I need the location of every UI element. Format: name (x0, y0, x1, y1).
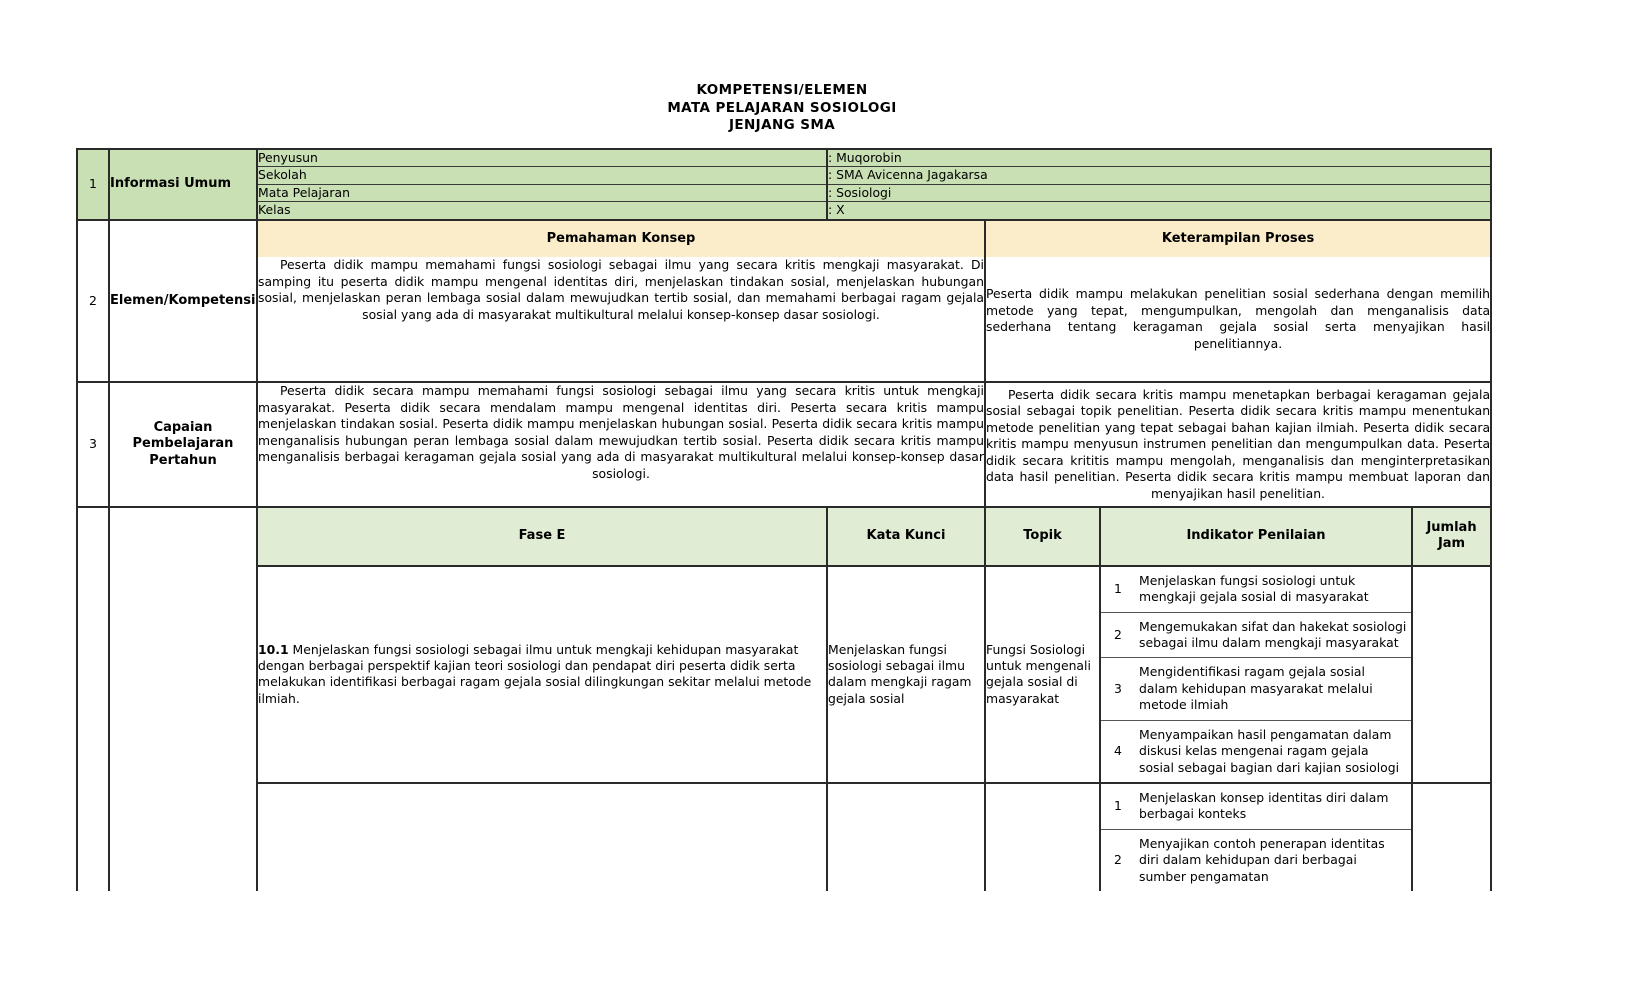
title-line-3: JENJANG SMA (728, 117, 836, 133)
indikator-item (1101, 567, 1411, 612)
indikator-number: 2 (1101, 612, 1135, 658)
jumlah-jam-10-1 (1412, 566, 1491, 783)
indikator-number: 2 (1114, 852, 1122, 868)
fase-number-spacer (77, 507, 109, 891)
column-header-indikator-penilaian: Indikator Penilaian (1100, 507, 1412, 566)
title-line-1: KOMPETENSI/ELEMEN (696, 82, 868, 98)
info-key-sekolah: Sekolah (257, 167, 827, 184)
indikator-list-continuation (1100, 783, 1412, 891)
indikator-list-10-1 (1100, 566, 1412, 783)
indikator-number: 1 (1101, 784, 1135, 829)
table-row-informasi-kelas (77, 202, 1491, 220)
title-line-2: MATA PELAJARAN SOSIOLOGI (667, 99, 897, 116)
jumlah-jam-continuation (1412, 783, 1491, 891)
info-value-sekolah: : SMA Avicenna Jagakarsa (827, 167, 1491, 184)
table-row-capaian-pembelajaran (77, 382, 1491, 507)
indikator-number: 1 (1101, 567, 1135, 612)
indikator-text: Menyajikan contoh penerapan identitas diri dalam kehidupan dari berbagai sumber pengamatan (1139, 835, 1385, 884)
indikator-item (1101, 829, 1411, 891)
elemen-pemahaman-konsep-text: Peserta didik mampu memahami fungsi sosiologi sebagai ilmu yang secara kritis mengkaji masyarakat. Di samping itu peserta didik mampu mengenal identitas diri, menjelaskan tindakan sosial, menjelaskan hubungan sosial, menjelaskan peran lembaga sosial dalam mewujudkan tertib sosial, dan memahami berbagai ragam gejala sosial yang ada di masyarakat multikultural melalui konsep-konsep dasar sosiologi. (257, 257, 985, 382)
kompetensi-table (76, 148, 1492, 891)
indikator-item (1101, 658, 1411, 720)
row-label-informasi-umum: Informasi Umum (109, 149, 257, 220)
info-value-kelas: : X (827, 202, 1491, 220)
fase-label-spacer (109, 507, 257, 891)
capaian-label-text: Capaian Pembelajaran Pertahun (132, 419, 234, 468)
indikator-item (1101, 720, 1411, 782)
indikator-item (1101, 784, 1411, 829)
column-header-keterampilan-proses: Keterampilan Proses (985, 220, 1491, 257)
column-header-jumlah-jam (1412, 507, 1491, 566)
info-key-kelas: Kelas (257, 202, 827, 220)
row-number-1: 1 (77, 149, 109, 220)
info-key-mata-pelajaran: Mata Pelajaran (257, 184, 827, 201)
info-value-mata-pelajaran: : Sosiologi (827, 184, 1491, 201)
indikator-text: Menjelaskan konsep identitas diri dalam berbagai konteks (1135, 784, 1411, 829)
table-row-informasi-umum (77, 149, 1491, 167)
table-row-elemen-header (77, 220, 1491, 257)
indikator-number: 3 (1101, 658, 1135, 720)
table-row-fase-continuation (77, 783, 1491, 891)
indikator-text: Mengemukakan sifat dan hakekat sosiologi sebagai ilmu dalam mengkaji masyarakat (1135, 612, 1411, 658)
row-number-3: 3 (77, 382, 109, 507)
fase-description-continuation (257, 783, 827, 891)
indikator-text: Menjelaskan fungsi sosiologi untuk mengkaji gejala sosial di masyarakat (1135, 567, 1411, 612)
kata-kunci-continuation (827, 783, 985, 891)
table-row-informasi-sekolah (77, 167, 1491, 184)
row-number-2: 2 (77, 220, 109, 382)
column-header-pemahaman-konsep: Pemahaman Konsep (257, 220, 985, 257)
jumlah-jam-line2: Jam (1437, 536, 1466, 552)
capaian-pemahaman-konsep-text: Peserta didik secara mampu memahami fungsi sosiologi sebagai ilmu yang secara kritis untuk mengkaji masyarakat. Peserta didik secara mendalam mampu mengenal identitas diri. Peserta secara kritis mampu menjelaskan tindakan sosial. Peserta didik mampu menjelaskan hubungan sosial. Peserta didik secara kritis mampu menganalisis hubungan peran lembaga sosial dalam mewujudkan tertib sosial. Peserta didik secara kritis mampu menganalisis berbagai keragaman gejala sosial yang ada di masyarakat multikultural melalui konsep-konsep dasar sosiologi. (257, 382, 985, 507)
indikator-text: Menyampaikan hasil pengamatan dalam diskusi kelas mengenai ragam gejala sosial sebagai bagian dari kajian sosiologi (1139, 726, 1400, 775)
table-row-fase-10-1 (77, 566, 1491, 783)
fase-text-10-1: Menjelaskan fungsi sosiologi sebagai ilmu untuk mengkaji kehidupan masyarakat dengan berbagai perspektif kajian teori sosiologi dan pendapat diri peserta didik serta melakukan identifikasi berbagai ragam gejala sosial dilingkungan sekitar melalui metode ilmiah. (258, 641, 812, 706)
capaian-keterampilan-proses-text: Peserta didik secara kritis mampu menetapkan berbagai keragaman gejala sosial sebagai topik penelitian. Peserta didik secara kritis mampu menentukan metode penelitian yang tepat sebagai bahan kajian ilmiah. Peserta didik secara kritis mampu menyusun instrumen penelitian dan mengumpulkan data. Peserta didik secara krititis mampu mengolah, menganalisis dan menginterpretasikan data hasil penelitian. Peserta didik secara kritis mampu membuat laporan dan menyajikan hasil penelitian. (985, 382, 1491, 507)
indikator-number: 4 (1114, 743, 1122, 759)
row-label-capaian-pembelajaran (109, 382, 257, 507)
table-row-informasi-mapel (77, 184, 1491, 201)
jumlah-jam-line1: Jumlah (1426, 520, 1477, 536)
table-row-elemen-body (77, 257, 1491, 382)
indikator-subtable-10-1 (1101, 567, 1411, 782)
page-title (0, 82, 1564, 135)
indikator-subtable-continuation (1101, 784, 1411, 891)
column-header-fase-e: Fase E (257, 507, 827, 566)
indikator-item (1101, 612, 1411, 658)
table-row-fase-header (77, 507, 1491, 566)
kata-kunci-10-1: Menjelaskan fungsi sosiologi sebagai ilmu dalam mengkaji ragam gejala sosial (827, 566, 985, 783)
column-header-topik: Topik (985, 507, 1100, 566)
column-header-kata-kunci: Kata Kunci (827, 507, 985, 566)
fase-description-10-1 (257, 566, 827, 783)
topik-continuation (985, 783, 1100, 891)
topik-10-1: Fungsi Sosiologi untuk mengenali gejala sosial di masyarakat (985, 566, 1100, 783)
info-key-penyusun: Penyusun (257, 149, 827, 167)
info-value-penyusun: : Muqorobin (827, 149, 1491, 167)
row-label-elemen-kompetensi: Elemen/Kompetensi (109, 220, 257, 382)
indikator-text: Mengidentifikasi ragam gejala sosial dalam kehidupan masyarakat melalui metode ilmiah (1135, 658, 1411, 720)
elemen-keterampilan-proses-text: Peserta didik mampu melakukan penelitian sosial sederhana dengan memilih metode yang tepat, mengumpulkan, mengolah dan menganalisis data sederhana tentang keragaman gejala sosial serta menyajikan hasil penelitiannya. (985, 257, 1491, 382)
fase-code-10-1: 10.1 (258, 641, 289, 657)
